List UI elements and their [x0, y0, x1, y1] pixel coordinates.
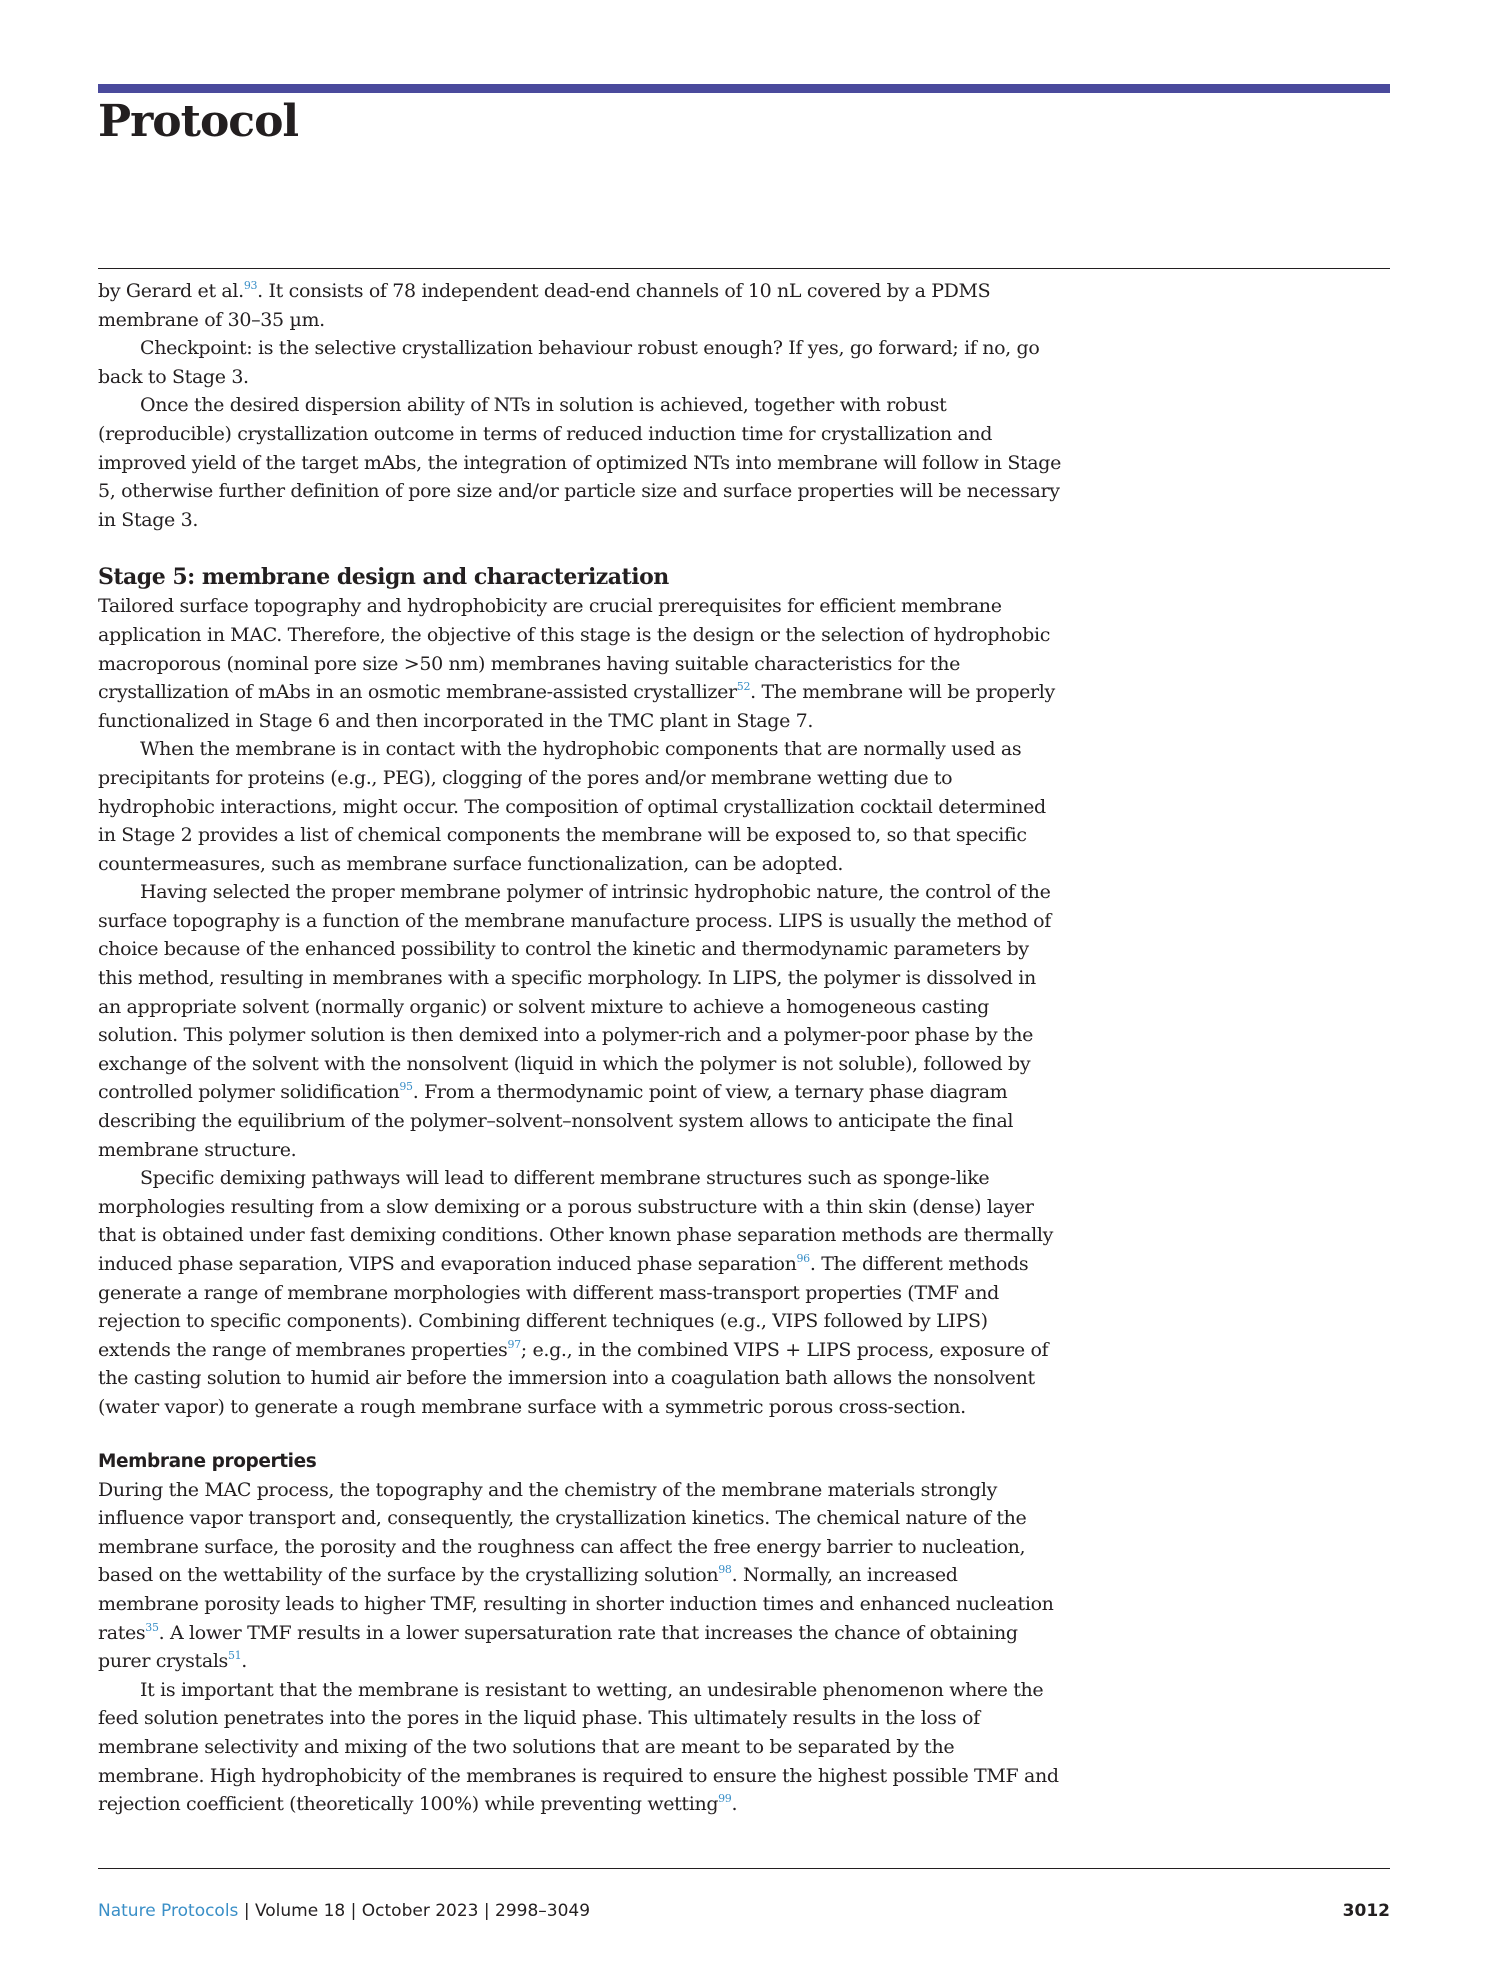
paragraph: Specific demixing pathways will lead to different membrane structures such as sponge-like morphologies resulting from a slow demixing or a porous substructure with a thin skin (dense) layer that is obtained under fast demixing conditions. Other known phase separation methods are thermally induced phase separation, VIPS and evaporation induced phase separation$^{96}$. The different methods generate a range of membrane morphologies with different mass-transport properties (TMF and rejection to specific components). Combining different techniques (e.g., VIPS followed by LIPS) extends the range of membranes properties$^{97}$; e.g., in the combined VIPS + LIPS process, exposure of the casting solution to humid air before the immersion into a coagulation bath allows the nonsolvent (water vapor) to generate a rough membrane surface with a symmetric porous cross-section.: [98, 1167, 1053, 1418]
membrane-properties-heading: Membrane properties: [98, 1450, 317, 1472]
citation-link[interactable]: 93: [243, 279, 258, 292]
paragraph: It is important that the membrane is resistant to wetting, an undesirable phenomenon where the feed solution penetrates into the pores in the liquid phase. This ultimately results in the loss of membrane selectivity and mixing of the two solutions that are meant to be separated by the membrane. High hydrophobicity of the membranes is required to ensure the highest possible TMF and rejection coefficient (theoretically 100%) while preventing wetting$^{99}$.: [98, 1678, 1059, 1816]
page-range: 2998–3049: [495, 1901, 591, 1921]
paragraph: Tailored surface topography and hydrophobicity are crucial prerequisites for efficient membrane application in MAC. Therefore, the objective of this stage is the design or the selection of hydrophobic macroporous (nominal pore size >50 nm) membranes having suitable characteristics for the crystallization of mAbs in an osmotic membrane-assisted crystallizer$^{52}$. The membrane will be properly functionalized in Stage 6 and then incorporated in the TMC plant in Stage 7.: [98, 595, 1055, 732]
header-color-bar: [98, 84, 1390, 93]
stage-5-heading: Stage 5: membrane design and characterization: [98, 564, 669, 591]
checkpoint-paragraph: Checkpoint: is the selective crystallization behaviour robust enough? If yes, go forward; if no, go back to Stage 3.: [98, 337, 1040, 388]
citation-link[interactable]: 97: [507, 1337, 521, 1351]
paragraph: by Gerard et al.$^{93}$. It consists of 78 independent dead-end channels of 10 nL covered by a PDMS membrane of 30–35 µm.: [98, 279, 991, 331]
footer-separator: |: [243, 1901, 250, 1921]
page-footer: [98, 1901, 1390, 1927]
citation-link[interactable]: 35: [145, 1620, 159, 1634]
paragraph: When the membrane is in contact with the hydrophobic components that are normally used as precipitants for proteins (e.g., PEG), clogging of the pores and/or membrane wetting due to hydrophobic interactions, might occur. The composition of optimal crystallization cocktail determined in Stage 2 provides a list of chemical components the membrane will be exposed to, so that specific countermeasures, such as membrane surface functionalization, can be adopted.: [98, 738, 1046, 875]
paragraph: Having selected the proper membrane polymer of intrinsic hydrophobic nature, the control of the surface topography is a function of the membrane manufacture process. LIPS is usually the method of choice because of the enhanced possibility to control the kinetic and thermodynamic parameters by this method, resulting in membranes with a specific morphology. In LIPS, the polymer is dissolved in an appropriate solvent (normally organic) or solvent mixture to achieve a homogeneous casting solution. This polymer solution is then demixed into a polymer-rich and a polymer-poor phase by the exchange of the solvent with the nonsolvent (liquid in which the polymer is not soluble), followed by controlled polymer solidification$^{95}$. From a thermodynamic point of view, a ternary phase diagram describing the equilibrium of the polymer–solvent–nonsolvent system allows to anticipate the final membrane structure.: [98, 881, 1051, 1161]
section-label: Protocol: [98, 96, 299, 147]
citation-link[interactable]: 96: [796, 1252, 810, 1265]
citation-link[interactable]: 98: [718, 1563, 732, 1577]
page-number: 3012: [1342, 1901, 1390, 1921]
footer-separator: |: [350, 1901, 357, 1921]
footer-rule: [98, 1868, 1390, 1869]
footer-separator: |: [483, 1901, 490, 1921]
journal-name[interactable]: Nature Protocols: [98, 1901, 239, 1921]
paragraph: Once the desired dispersion ability of NTs in solution is achieved, together with robust (reproducible) crystallization outcome in terms of reduced induction time for crystallization and improved yield of the target mAbs, the integration of optimized NTs into membrane will follow in Stage 5, otherwise further definition of pore size and/or particle size and surface properties will be necessary in Stage 3.: [98, 394, 1061, 531]
header-rule: [98, 268, 1390, 269]
volume: Volume 18: [254, 1901, 346, 1921]
citation-link[interactable]: 95: [399, 1080, 413, 1094]
article-body: [98, 277, 1063, 1819]
issue-date: October 2023: [361, 1901, 479, 1921]
paragraph: During the MAC process, the topography and the chemistry of the membrane materials strongly influence vapor transport and, consequently, the crystallization kinetics. The chemical nature of the membrane surface, the porosity and the roughness can affect the free energy barrier to nucleation, based on the wettability of the surface by the crystallizing solution$^{98}$. Normally, an increased membrane porosity leads to higher TMF, resulting in shorter induction times and enhanced nucleation rates$^{35}$. A lower TMF results in a lower supersaturation rate that increases the chance of obtaining purer crystals$^{51}$.: [98, 1478, 1054, 1673]
citation-link[interactable]: 51: [227, 1649, 242, 1663]
citation-link[interactable]: 52: [736, 680, 751, 694]
citation-link[interactable]: 99: [718, 1792, 732, 1806]
